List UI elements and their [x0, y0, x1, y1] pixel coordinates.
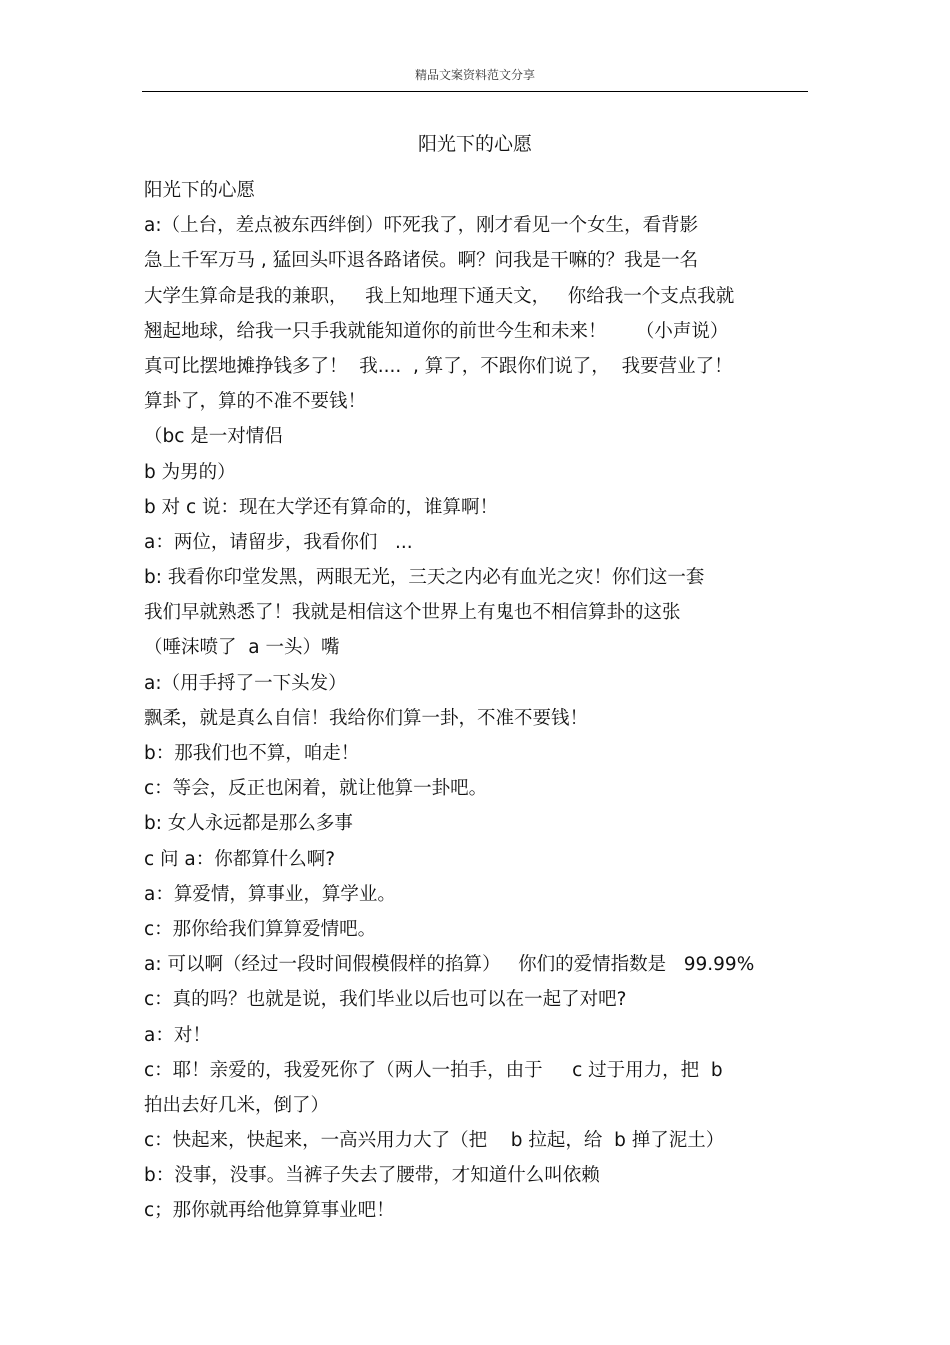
document-title: 阳光下的心愿	[417, 133, 532, 155]
document-body	[144, 173, 814, 1229]
body-line: 飘柔，就是真么自信！我给你们算一卦，不准不要钱！	[144, 707, 589, 729]
body-line: 阳光下的心愿	[144, 180, 256, 201]
body-line: b：没事，没事。当裤子失去了腰带，才知道什么叫依赖	[144, 1165, 600, 1187]
body-line: （bc 是一对情侣	[144, 426, 283, 448]
body-line: 真可比摆地摊挣钱多了！ 我.... , 算了，不跟你们说了， 我要营业了！	[144, 355, 733, 377]
body-line: a：对！	[144, 1024, 211, 1046]
body-line: b 为男的）	[144, 461, 236, 483]
body-line: b 对 c 说：现在大学还有算命的，谁算啊！	[144, 496, 499, 518]
body-line: a：算爱情，算事业，算学业。	[144, 883, 396, 905]
body-line: （唾沫喷了 a 一头）嘴	[144, 637, 340, 659]
body-line: b: 女人永远都是那么多事	[144, 813, 353, 835]
body-line: c：快起来，快起来，一高兴用力大了（把 b 拉起，给 b 掸了泥土）	[144, 1130, 725, 1152]
page-header: 精品文案资料范文分享	[414, 68, 535, 82]
body-line: 拍出去好几米，倒了）	[144, 1094, 330, 1116]
body-line: a: 可以啊（经过一段时间假模假样的掐算） 你们的爱情指数是 99.99%	[144, 954, 755, 976]
body-line: 大学生算命是我的兼职， 我上知地理下通天文， 你给我一个支点我就	[144, 285, 735, 307]
body-line: 算卦了，算的不准不要钱！	[144, 391, 367, 413]
body-line: a：两位，请留步，我看你们 ...	[144, 531, 413, 553]
header-divider	[142, 91, 808, 92]
body-line: c：那你给我们算算爱情吧。	[144, 918, 377, 940]
body-line: c：耶！亲爱的，我爱死你了（两人一拍手，由于 c 过于用力，把 b	[144, 1059, 723, 1081]
body-line: 翘起地球，给我一只手我就能知道你的前世今生和未来！ （小声说）	[144, 320, 729, 342]
body-line: c；那你就再给他算算事业吧！	[144, 1200, 395, 1222]
body-line: c：真的吗？也就是说，我们毕业以后也可以在一起了对吧?	[144, 989, 627, 1011]
body-line: c：等会，反正也闲着，就让他算一卦吧。	[144, 778, 488, 800]
body-line: 我们早就熟悉了！我就是相信这个世界上有鬼也不相信算卦的这张	[144, 602, 681, 624]
body-line: b：那我们也不算，咱走！	[144, 743, 360, 764]
body-line: a:（用手捋了一下头发）	[144, 672, 347, 694]
body-line: a:（上台，差点被东西绊倒）吓死我了，刚才看见一个女生，看背影	[144, 215, 699, 237]
body-line: b: 我看你印堂发黑，两眼无光，三天之内必有血光之灾！你们这一套	[144, 567, 705, 589]
body-line: 急上千军万马 , 猛回头吓退各路诸侯。啊？问我是干嘛的？我是一名	[144, 250, 699, 272]
body-line: c 问 a：你都算什么啊?	[144, 848, 336, 870]
